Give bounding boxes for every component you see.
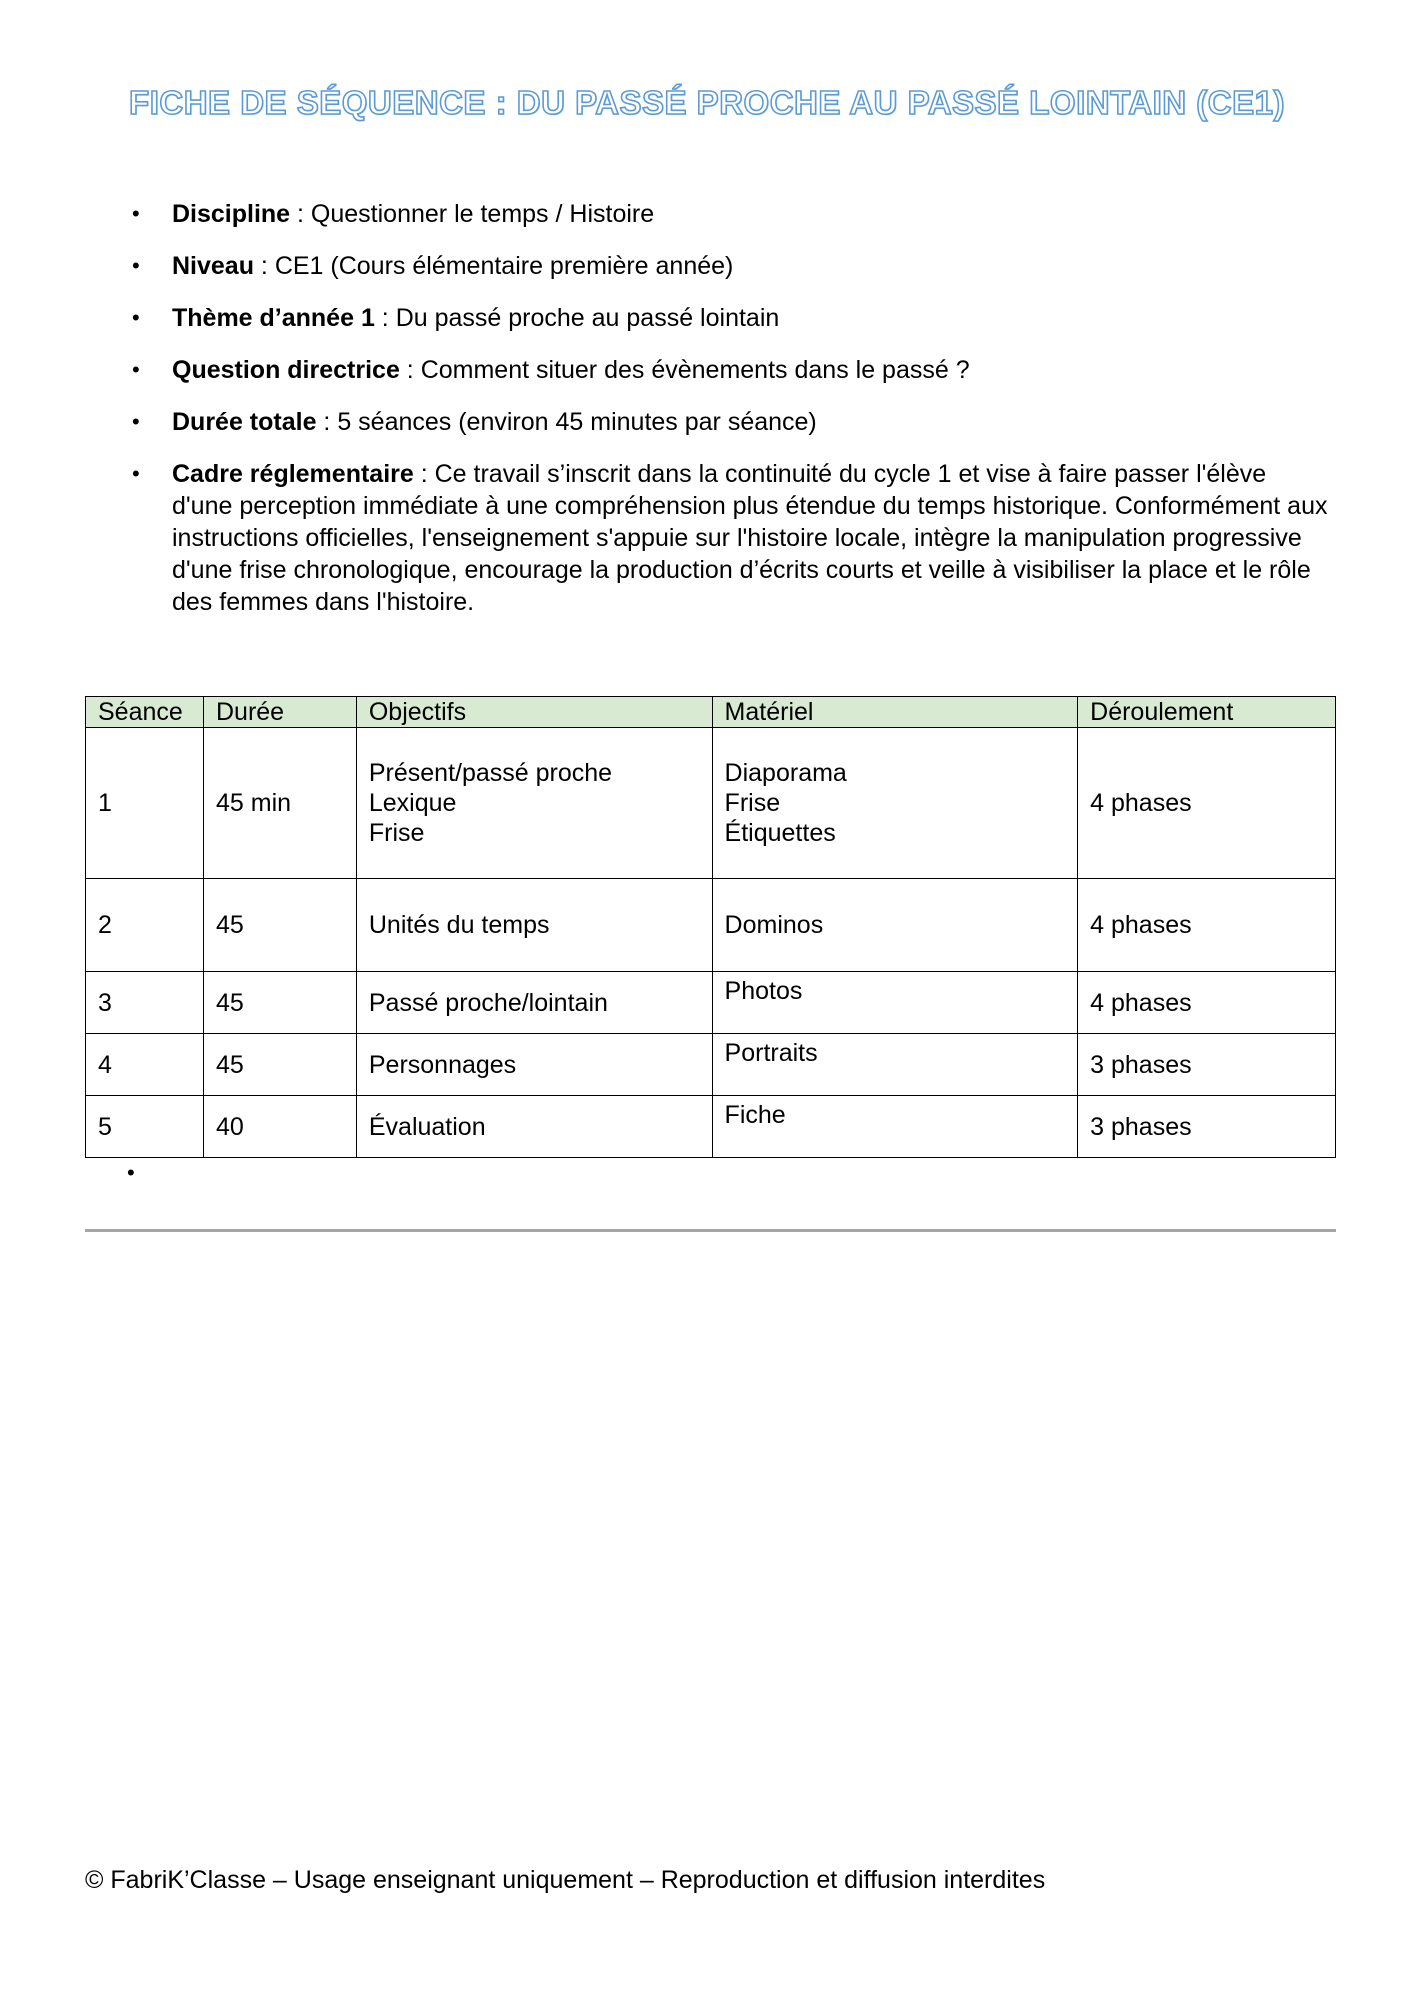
bullet-icon: • [132, 305, 140, 330]
header-deroulement: Déroulement [1078, 697, 1336, 728]
sequence-table [85, 696, 1336, 1158]
cell-objectifs [356, 728, 712, 879]
cell-seance: 3 [86, 972, 204, 1034]
horizontal-divider [85, 1229, 1336, 1232]
list-item-duree [132, 406, 1332, 438]
info-value: : Du passé proche au passé lointain [374, 304, 780, 332]
table-row [86, 972, 1336, 1034]
materiel-line: Frise [724, 789, 781, 817]
table-row [86, 1034, 1336, 1096]
cell-seance: 1 [86, 728, 204, 879]
cell-materiel: Portraits [712, 1034, 1078, 1096]
cell-objectifs: Unités du temps [356, 879, 712, 972]
table-header-row [86, 697, 1336, 728]
cell-duree: 40 [203, 1096, 356, 1158]
list-item-question [132, 354, 1332, 386]
materiel-line: Diaporama [724, 759, 847, 787]
info-value: : 5 séances (environ 45 minutes par séance) [316, 408, 817, 436]
info-label: Discipline [172, 200, 291, 228]
cell-objectifs: Passé proche/lointain [356, 972, 712, 1034]
bullet-icon: • [132, 357, 140, 382]
info-label: Thème d’année 1 [172, 304, 375, 332]
bullet-icon: • [132, 201, 140, 226]
bullet-icon: • [132, 461, 140, 486]
cell-materiel: Dominos [712, 879, 1078, 972]
info-label: Cadre réglementaire [172, 460, 414, 488]
cell-duree: 45 min [203, 728, 356, 879]
cell-seance: 5 [86, 1096, 204, 1158]
header-seance: Séance [86, 697, 204, 728]
cell-deroulement: 3 phases [1078, 1034, 1336, 1096]
table-row [86, 1096, 1336, 1158]
cell-seance: 4 [86, 1034, 204, 1096]
cell-deroulement: 4 phases [1078, 879, 1336, 972]
objectif-line: Présent/passé proche [368, 759, 613, 787]
header-materiel: Matériel [712, 697, 1078, 728]
info-label: Question directrice [172, 356, 400, 384]
info-value: : Ce travail s’inscrit dans la continuité du cycle 1 et vise à faire passer l'élève d'une perception immédiate à une compréhension plus étendue du temps historique. Conformément aux instructions officielles, l'enseignement s'appuie sur l'histoire locale, intègre la manipulation progressive d'une frise chronologique, encourage la production d’écrits courts et veille à visibiliser la place et le rôle des femmes dans l'histoire. [172, 460, 1328, 616]
cell-materiel: Photos [712, 972, 1078, 1034]
cell-objectifs: Personnages [356, 1034, 712, 1096]
info-label: Niveau [172, 252, 254, 280]
cell-duree: 45 [203, 1034, 356, 1096]
footer-copyright: © FabriK’Classe – Usage enseignant uniquement – Reproduction et diffusion interdites [85, 1866, 1046, 1894]
info-value: : Comment situer des évènements dans le passé ? [399, 356, 970, 384]
bullet-icon: • [132, 409, 140, 434]
info-label: Durée totale [172, 408, 317, 436]
cell-deroulement: 4 phases [1078, 972, 1336, 1034]
page-title: FICHE DE SÉQUENCE : DU PASSÉ PROCHE AU PASSÉ LOINTAIN (CE1) [129, 84, 1285, 121]
list-item-discipline [132, 198, 1332, 230]
objectif-line: Lexique [368, 789, 457, 817]
list-item-theme [132, 302, 1332, 334]
objectif-line: Frise [368, 819, 425, 847]
header-duree: Durée [203, 697, 356, 728]
info-value: : CE1 (Cours élémentaire première année) [253, 252, 734, 280]
materiel-line: Étiquettes [724, 819, 836, 847]
list-item-niveau [132, 250, 1332, 282]
info-value: : Questionner le temps / Histoire [290, 200, 655, 228]
empty-bullet-icon: • [127, 1160, 135, 1185]
cell-duree: 45 [203, 972, 356, 1034]
cell-duree: 45 [203, 879, 356, 972]
cell-seance: 2 [86, 879, 204, 972]
cell-deroulement: 3 phases [1078, 1096, 1336, 1158]
cell-deroulement: 4 phases [1078, 728, 1336, 879]
cell-materiel: Fiche [712, 1096, 1078, 1158]
cell-materiel [712, 728, 1078, 879]
table-row [86, 728, 1336, 879]
header-objectifs: Objectifs [356, 697, 712, 728]
list-item-cadre [132, 458, 1332, 618]
bullet-icon: • [132, 253, 140, 278]
cell-objectifs: Évaluation [356, 1096, 712, 1158]
table-row [86, 879, 1336, 972]
sequence-info-list [132, 198, 1332, 638]
